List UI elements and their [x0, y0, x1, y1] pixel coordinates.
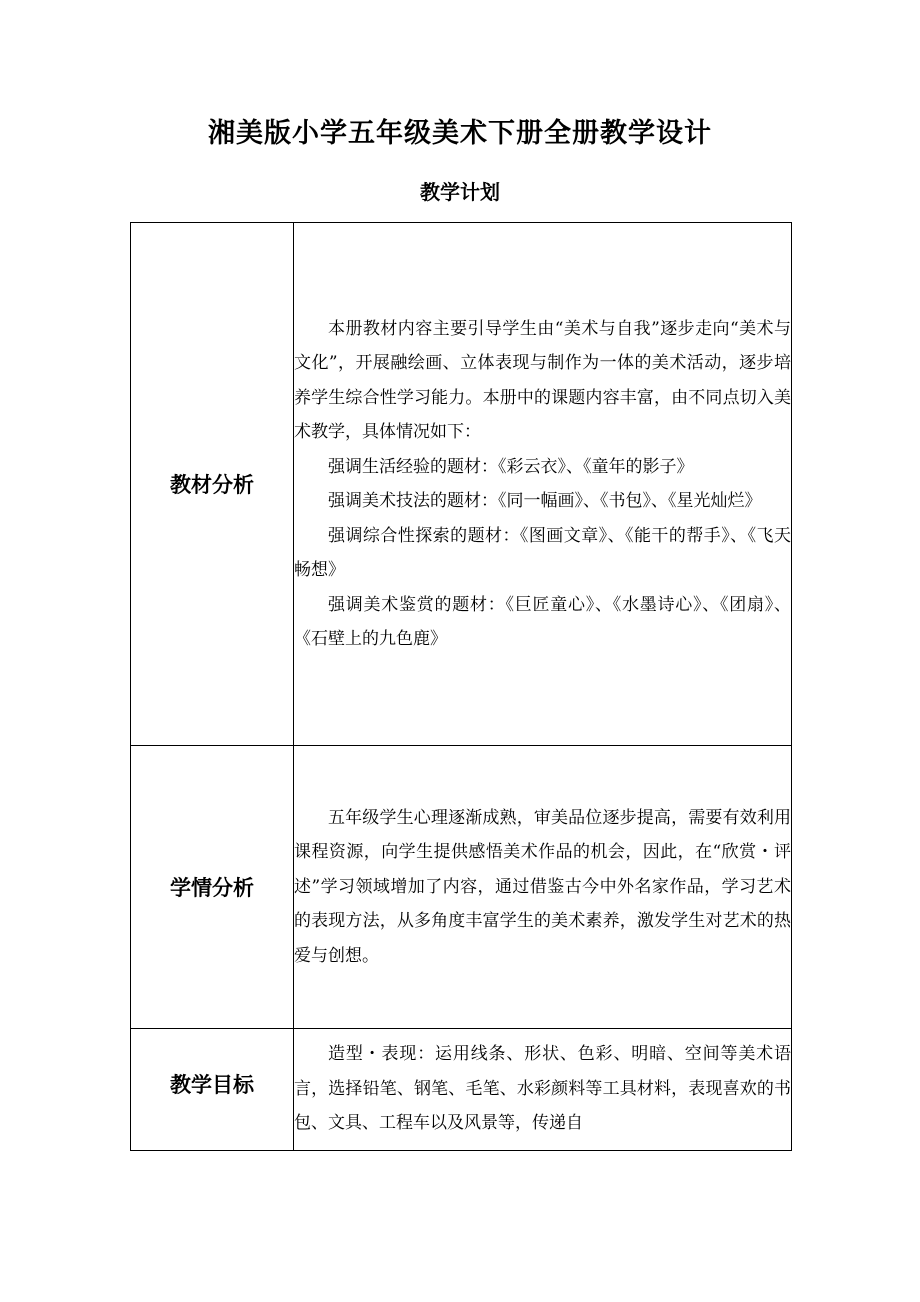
table-row-materials-analysis [131, 223, 792, 746]
row-label-materials-analysis: 教材分析 [131, 223, 294, 746]
paragraph: 强调美术鉴赏的题材：《巨匠童心》、《水墨诗心》、《团扇》、《石壁上的九色鹿》 [294, 594, 791, 649]
teaching-plan-table [130, 222, 792, 1151]
row-content-teaching-goals [294, 1029, 792, 1151]
row-label-student-analysis: 学情分析 [131, 746, 294, 1029]
paragraph: 强调美术技法的题材：《同一幅画》、《书包》、《星光灿烂》 [328, 491, 762, 511]
paragraph: 本册教材内容主要引导学生由“美术与自我”逐步走向“美术与文化”，开展融绘画、立体表现与制作为一体的美术活动，逐步培养学生综合性学习能力。本册中的课题内容丰富，由不同点切入美术教学，具体情况如下： [294, 318, 791, 442]
paragraph: 强调综合性探索的题材：《图画文章》、《能干的帮手》、《飞天畅想》 [294, 525, 791, 580]
table-row-teaching-goals [131, 1029, 792, 1151]
row-content-student-analysis [294, 746, 792, 1029]
document-title: 湘美版小学五年级美术下册全册教学设计 [208, 118, 712, 149]
table-row-student-analysis [131, 746, 792, 1029]
paragraph: 五年级学生心理逐渐成熟，审美品位逐步提高，需要有效利用课程资源，向学生提供感悟美术作品的机会，因此，在“欣赏・评述”学习领域增加了内容，通过借鉴古今中外名家作品，学习艺术的表现方法，从多角度丰富学生的美术素养，激发学生对艺术的热爱与创想。 [294, 807, 791, 966]
paragraph: 强调生活经验的题材：《彩云衣》、《童年的影子》 [328, 456, 694, 477]
document-subtitle: 教学计划 [420, 180, 500, 204]
row-label-teaching-goals: 教学目标 [131, 1029, 294, 1151]
row-content-materials-analysis [294, 223, 792, 746]
paragraph: 造型・表现：运用线条、形状、色彩、明暗、空间等美术语言，选择铅笔、钢笔、毛笔、水彩颜料等工具材料，表现喜欢的书包、文具、工程车以及风景等，传递自 [294, 1044, 791, 1133]
